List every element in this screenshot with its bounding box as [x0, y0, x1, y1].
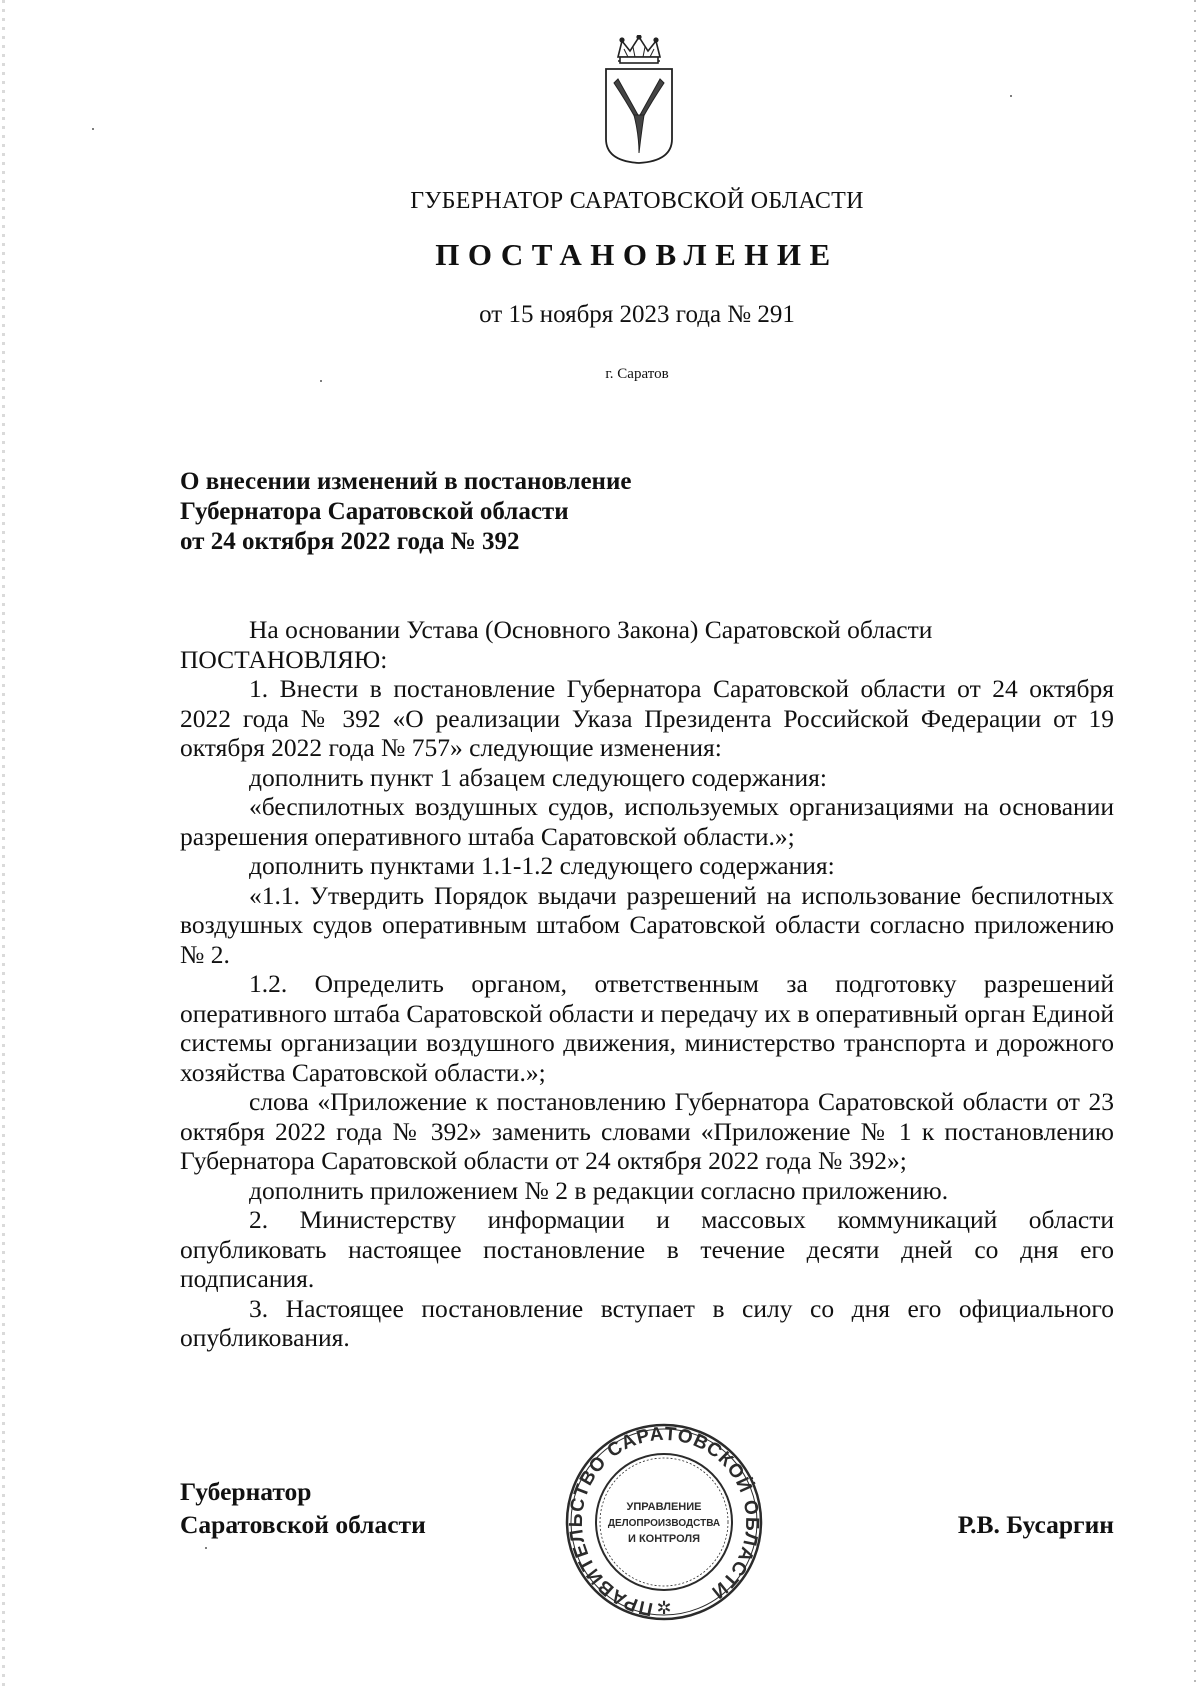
seal-star-icon: ✲: [656, 1598, 672, 1619]
body-paragraph: дополнить пунктами 1.1-1.2 следующего содержания:: [249, 851, 835, 880]
seal-outer-text: ПРАВИТЕЛЬСТВО САРАТОВСКОЙ ОБЛАСТИ: [565, 1423, 763, 1620]
body-paragraph: 2. Министерству информации и массовых коммуникаций области опубликовать настоящее постановление в течение десяти дней со дня его подписания.: [180, 1205, 1114, 1293]
coat-of-arms-icon: [598, 35, 680, 165]
document-body: [180, 615, 1114, 1353]
body-paragraph: ПОСТАНОВЛЯЮ:: [180, 644, 388, 674]
scan-speck: [205, 1547, 207, 1549]
subject-line: О внесении изменений в постановление: [180, 468, 632, 495]
scan-speck: [92, 128, 94, 130]
body-paragraph: 3. Настоящее постановление вступает в силу со дня его официального опубликования.: [180, 1293, 1114, 1352]
issuer-heading: ГУБЕРНАТОР САРАТОВСКОЙ ОБЛАСТИ: [410, 188, 864, 214]
body-paragraph: «1.1. Утвердить Порядок выдачи разрешений на использование беспилотных воздушных судов оперативным штабом Саратовской области согласно приложению № 2.: [180, 880, 1114, 969]
scan-speck: [1010, 95, 1012, 97]
body-paragraph: дополнить пункт 1 абзацем следующего содержания:: [249, 762, 827, 792]
subject-line: Губернатора Саратовской области: [180, 498, 569, 525]
document-place: г. Саратов: [605, 366, 669, 382]
signatory-title: [180, 1475, 426, 1541]
subject-line: от 24 октября 2022 года № 392: [180, 528, 520, 555]
seal-inner-line: УПРАВЛЕНИЕ: [626, 1501, 702, 1513]
body-paragraph: слова «Приложение к постановлению Губернатора Саратовской области от 23 октября 2022 года № 392» заменить словами «Приложение № 1 к постановлению Губернатора Саратовской области от 24 октября 2022 года № 392»;: [180, 1087, 1114, 1175]
body-paragraph: дополнить приложением № 2 в редакции согласно приложению.: [249, 1175, 949, 1205]
body-paragraph: «беспилотных воздушных судов, используемых организациями на основании разрешения оперативного штаба Саратовской области.»;: [180, 792, 1114, 851]
signatory-name: Р.В. Бусаргин: [957, 1510, 1114, 1539]
document-subject: [180, 467, 780, 557]
official-seal-icon: [562, 1418, 766, 1628]
signatory-title-line: Губернатор: [180, 1477, 312, 1506]
document-date-number: от 15 ноября 2023 года № 291: [479, 301, 795, 328]
seal-inner-line: И КОНТРОЛЯ: [628, 1533, 700, 1545]
body-paragraph: 1. Внести в постановление Губернатора Саратовской области от 24 октября 2022 года № 392 «О реализации Указа Президента Российской Федерации от 19 октября 2022 года № 757» следующие изменения:: [180, 674, 1114, 762]
document-type-title: ПОСТАНОВЛЕНИЕ: [435, 237, 839, 272]
body-paragraph: 1.2. Определить органом, ответственным за подготовку разрешений оперативного штаба Саратовской области и передачу их в оперативный орган Единой системы организации воздушного движения, министерство транспорта и дорожного хозяйства Саратовской области.»;: [180, 969, 1114, 1087]
signatory-title-line: Саратовской области: [180, 1510, 426, 1539]
seal-inner-line: ДЕЛОПРОИЗВОДСТВА: [607, 1518, 721, 1529]
body-paragraph: На основании Устава (Основного Закона) Саратовской области: [249, 615, 933, 644]
